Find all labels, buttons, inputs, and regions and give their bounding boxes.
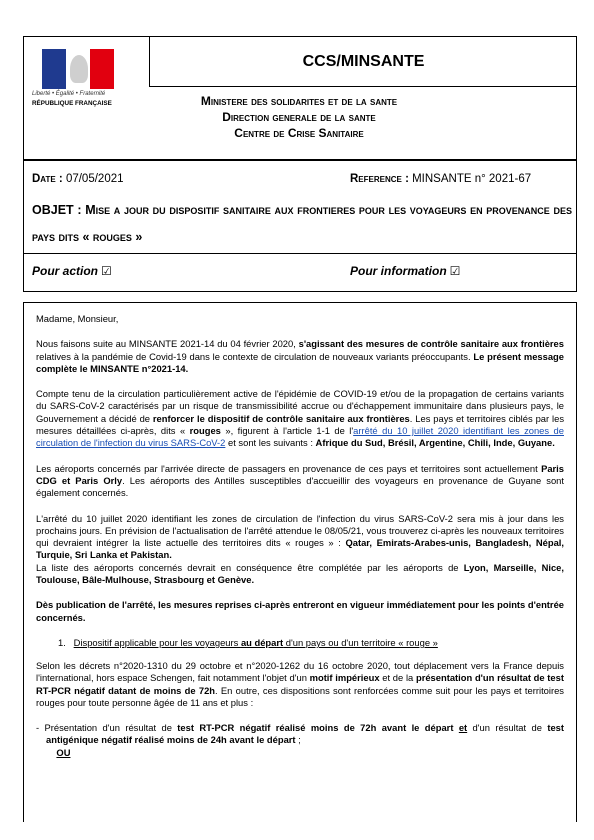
routing-box	[23, 254, 577, 292]
reference-label: Reference :	[350, 173, 409, 185]
directorate-name: Direction generale de la sante	[222, 110, 376, 124]
reference-value: MINSANTE n° 2021-67	[408, 173, 532, 185]
pour-action	[32, 264, 112, 278]
reference-line	[350, 173, 531, 185]
date-value: 07/05/2021	[62, 173, 124, 185]
dash-item-tests: - Présentation d'un résultat de test RT-PCR négatif réalisé moins de 72h avant le départ et d'un résultat de test antigénique négatif réalisé moins de 24h avant le départ ; OU	[36, 722, 564, 758]
ou-label: OU	[56, 746, 71, 758]
paragraph-update: L'arrêté du 10 juillet 2020 identifiant les zones de circulation de l'infection du virus SARS-CoV-2 sera mis à jour dans les prochains jours. En prévision de l'actualisation de l'arrêté attendue le 08/05/21, vous trouverez ci-après les nouveaux territoires qui devraient intégrer la liste actuelle des territoires dits « rouges » : Qatar, Emirats-Arabes-unis, Bangladesh, Népal, Turquie, Sri Lanka et Pakistan. La liste des aéroports concernés devrait en conséquence être complétée par les aéroports de Lyon, Marseille, Nice, Toulouse, Bâle-Mulhouse, Strasbourg et Genève.	[36, 512, 565, 586]
header-box	[23, 36, 577, 160]
document-code-title: CCS/MINSANTE	[149, 37, 577, 87]
greeting: Madame, Monsieur,	[36, 313, 119, 324]
paragraph-publication: Dès publication de l'arrêté, les mesures reprises ci-après entreront en vigueur immédiatement pour les points d'entrée concernés.	[36, 599, 564, 623]
arrete-link[interactable]: arrêté du 10 juillet 2020 identifiant les zones de circulation de l'infection du virus SARS-CoV-2	[36, 425, 564, 449]
checkbox-checked-icon: ☑	[449, 264, 461, 278]
ministry-block	[149, 93, 449, 141]
logo-republique: RÉPUBLIQUE FRANÇAISE	[32, 100, 112, 107]
objet-line: OBJET : Mise a jour du dispositif sanitaire aux frontieres pour les voyageurs en provenance des pays dits « rouges »	[32, 203, 572, 244]
paragraph-context: Compte tenu de la circulation particulièrement active de l'épidémie de COVID-19 et/ou de la propagation de certains variants du SARS-CoV-2 caractérisés par un risque de transmissibilité accrue ou d'échappement immunitaire dans plusieurs pays, le Gouvernement a décidé de renforcer le dispositif de contrôle sanitaire aux frontières. Les pays et territoires ciblés par les mesures détaillées ci-après, dits « rouges », figurent à l'article 1-1 de l'arrêté du 10 juillet 2020 identifiant les zones de circulation de l'infection du virus SARS-CoV-2 et sont les suivants : Afrique du Sud, Brésil, Argentine, Chili, Inde, Guyane.	[36, 388, 565, 449]
pour-action-label: Pour action	[32, 264, 99, 278]
date-line	[32, 173, 124, 185]
paragraph-airports: Les aéroports concernés par l'arrivée directe de passagers en provenance de ces pays et territoires sont actuellement Paris CDG et Paris Orly. Les aéroports des Antilles susceptibles d'accueillir des voyageurs en provenance de Guyane sont également concernés.	[36, 462, 564, 499]
checkbox-checked-icon: ☑	[101, 264, 112, 278]
date-label: Date :	[32, 173, 63, 185]
ministry-name: Ministere des solidarites et de la sante	[200, 94, 398, 108]
meta-box	[23, 160, 577, 254]
pour-information-label: Pour information	[350, 264, 447, 278]
marianne-flag-icon	[42, 49, 114, 89]
crisis-centre-name: Centre de Crise Sanitaire	[234, 126, 364, 140]
paragraph-intro: Nous faisons suite au MINSANTE 2021-14 du 04 février 2020, s'agissant des mesures de contrôle sanitaire aux frontières relatives à la pandémie de Covid-19 dans le contexte de circulation de nouveaux variants préoccupants. Le présent message complète le MINSANTE n°2021-14.	[36, 338, 564, 374]
list-item-1: 1. Dispositif applicable pour les voyageurs au départ d'un pays ou d'un territoire « rouge »	[58, 636, 438, 648]
logo-motto: Liberté • Égalité • Fraternité	[32, 91, 106, 97]
pour-information	[350, 264, 460, 278]
message-body	[23, 302, 577, 822]
republique-francaise-logo	[32, 45, 124, 127]
paragraph-decrees: Selon les décrets n°2020-1310 du 29 octobre et n°2020-1262 du 16 octobre 2020, tout déplacement vers la France depuis l'international, hors espace Schengen, fait notamment l'objet d'un motif impérieux et de la présentation d'un résultat de test RT-PCR négatif datant de moins de 72h. En outre, ces dispositions sont renforcées comme suit pour les pays et territoires rouges pour toute personne âgée de 11 ans et plus :	[36, 659, 564, 708]
